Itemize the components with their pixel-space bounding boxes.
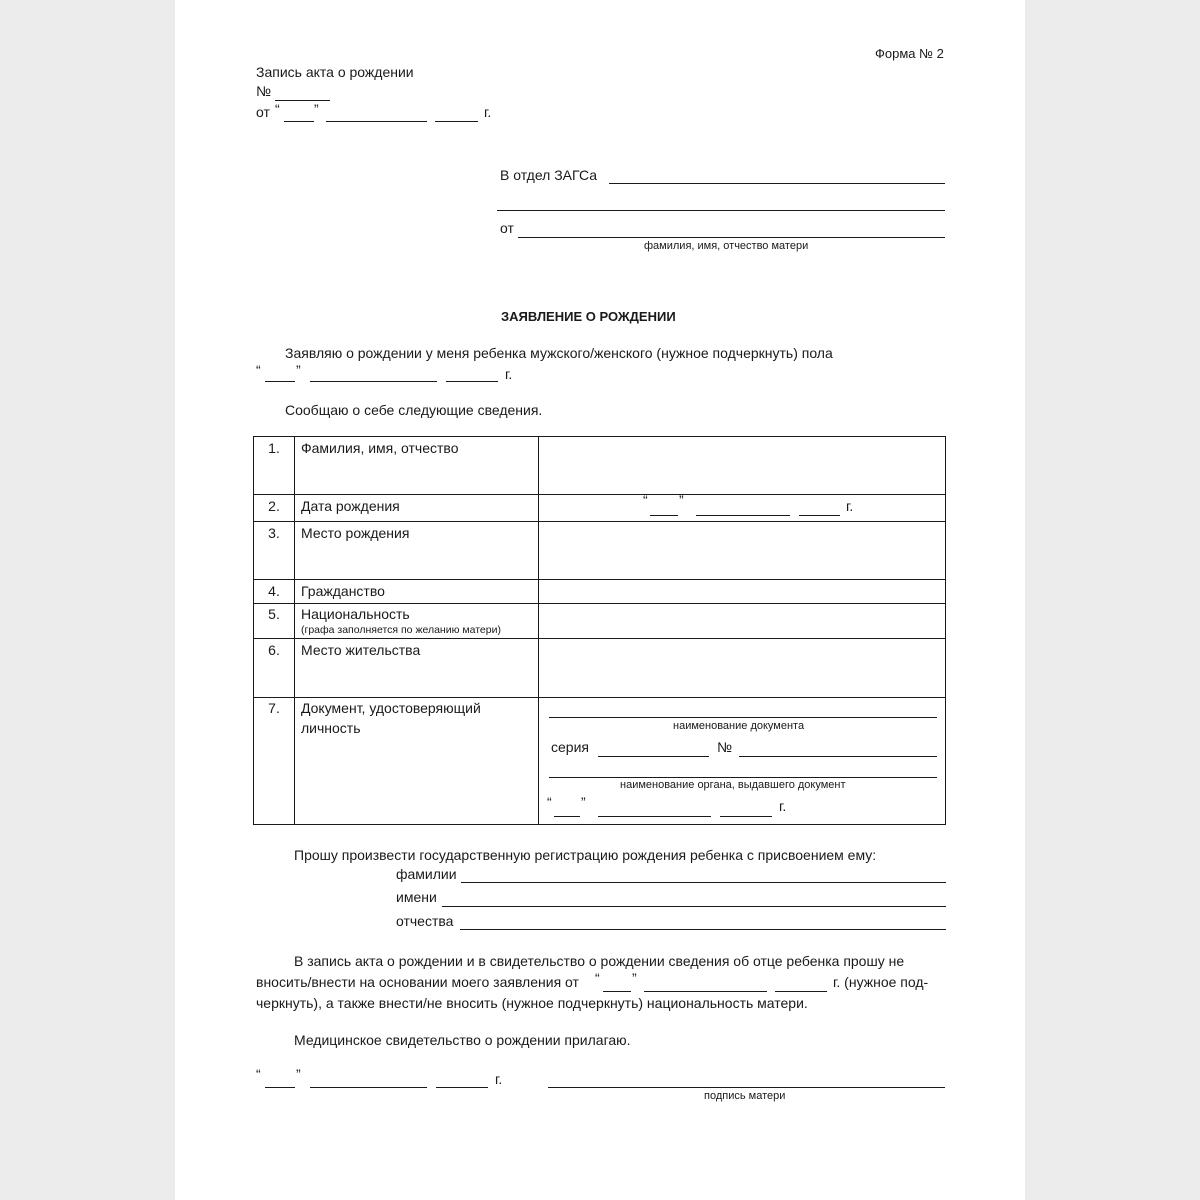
quote-open: “ [275, 101, 280, 117]
dob-quote-open: “ [643, 492, 648, 508]
signature-line[interactable] [548, 1087, 945, 1088]
record-year-line[interactable] [435, 121, 478, 122]
row-4-label: Гражданство [301, 583, 385, 599]
footer-quote-open: “ [256, 1066, 261, 1082]
row-7-label: Документ, удостоверяющий [301, 700, 481, 716]
record-from-label: от [256, 104, 270, 120]
issuer-line[interactable] [549, 777, 937, 778]
father-year-line[interactable] [775, 991, 827, 992]
dob-year-suffix: г. [846, 498, 854, 514]
patronymic-line[interactable] [460, 929, 946, 930]
doc-name-hint: наименование документа [673, 720, 805, 732]
issue-day-line[interactable] [554, 816, 580, 817]
footer-day-line[interactable] [265, 1087, 295, 1088]
row-7-number: 7. [268, 700, 280, 716]
record-number-line[interactable] [275, 100, 330, 101]
row-2-number: 2. [268, 498, 280, 514]
footer-year-line[interactable] [436, 1087, 488, 1088]
record-year-suffix: г. [484, 104, 492, 120]
patronymic-label: отчества [396, 913, 454, 929]
father-line-2-start: вносить/внести на основании моего заявления от [256, 974, 579, 990]
office-line[interactable] [609, 183, 945, 184]
row-divider [254, 521, 945, 522]
record-title: Запись акта о рождении [256, 64, 414, 80]
table-col-divider-2 [538, 437, 539, 824]
name-line[interactable] [442, 906, 946, 907]
row-4-number: 4. [268, 583, 280, 599]
issue-year-suffix: г. [779, 798, 787, 814]
row-6-label: Место жительства [301, 642, 421, 658]
series-line[interactable] [598, 756, 709, 757]
row-divider [254, 603, 945, 604]
row-7-label-2: личность [301, 720, 361, 736]
intro-line-2: Сообщаю о себе следующие сведения. [285, 402, 543, 418]
footer-month-line[interactable] [310, 1087, 427, 1088]
father-day-line[interactable] [603, 991, 631, 992]
mother-info-table [253, 436, 946, 825]
record-day-line[interactable] [284, 121, 314, 122]
row-divider [254, 494, 945, 495]
signature-hint: подпись матери [704, 1090, 786, 1102]
father-line-3: черкнуть), а также внести/не вносить (нужное подчеркнуть) национальность матери. [256, 995, 808, 1011]
record-month-line[interactable] [326, 121, 427, 122]
footer-year-suffix: г. [495, 1071, 503, 1087]
birth-month-line[interactable] [310, 381, 437, 382]
father-month-line[interactable] [644, 991, 767, 992]
mother-name-line[interactable] [518, 237, 945, 238]
series-label: серия [551, 739, 589, 755]
surname-label: фамилии [396, 866, 457, 882]
father-quote-close: ” [632, 970, 637, 986]
doc-number-label: № [717, 739, 733, 755]
issue-month-line[interactable] [598, 816, 711, 817]
name-label: имени [396, 889, 437, 905]
row-5-number: 5. [268, 606, 280, 622]
table-col-divider-1 [294, 437, 295, 824]
father-quote-open: “ [595, 970, 600, 986]
dob-quote-close: ” [679, 492, 684, 508]
attachment-text: Медицинское свидетельство о рождении прилагаю. [294, 1032, 631, 1048]
from-label: от [500, 220, 514, 236]
office-line-2[interactable] [497, 210, 945, 211]
issue-quote-close: ” [581, 794, 586, 810]
father-line-2-end: г. (нужное под- [833, 974, 929, 990]
record-number-label: № [256, 83, 272, 99]
request-text: Прошу произвести государственную регистрацию рождения ребенка с присвоением ему: [294, 847, 877, 863]
row-divider [254, 579, 945, 580]
document-title: ЗАЯВЛЕНИЕ О РОЖДЕНИИ [501, 309, 676, 324]
dob-month-line[interactable] [696, 515, 790, 516]
row-6-number: 6. [268, 642, 280, 658]
dob-day-line[interactable] [650, 515, 678, 516]
birth-day-line[interactable] [265, 381, 295, 382]
office-label: В отдел ЗАГСа [500, 167, 598, 183]
doc-number-line[interactable] [739, 756, 937, 757]
row-3-label: Место рождения [301, 525, 410, 541]
father-line-1: В запись акта о рождении и в свидетельство о рождении сведения об отце ребенка прошу не [294, 953, 905, 969]
form-number: Форма № 2 [875, 46, 944, 61]
row-3-number: 3. [268, 525, 280, 541]
birth-quote-close: ” [296, 362, 301, 378]
footer-quote-close: ” [296, 1066, 301, 1082]
birth-year-line[interactable] [446, 381, 498, 382]
row-divider [254, 697, 945, 698]
issue-year-line[interactable] [720, 816, 772, 817]
row-1-number: 1. [268, 440, 280, 456]
surname-line[interactable] [461, 882, 946, 883]
birth-year-suffix: г. [505, 366, 513, 382]
mother-name-hint: фамилия, имя, отчество матери [644, 240, 809, 252]
birth-quote-open: “ [256, 362, 261, 378]
row-divider [254, 638, 945, 639]
row-1-label: Фамилия, имя, отчество [301, 440, 459, 456]
row-5-label: Национальность [301, 606, 410, 622]
quote-close: ” [314, 101, 319, 117]
dob-year-line[interactable] [799, 515, 840, 516]
row-2-label: Дата рождения [301, 498, 400, 514]
issue-quote-open: “ [547, 794, 552, 810]
doc-name-line[interactable] [549, 717, 937, 718]
row-5-note: (графа заполняется по желанию матери) [301, 624, 501, 636]
issuer-hint: наименование органа, выдавшего документ [620, 779, 846, 791]
intro-line-1: Заявляю о рождении у меня ребенка мужского/женского (нужное подчеркнуть) пола [285, 345, 833, 361]
